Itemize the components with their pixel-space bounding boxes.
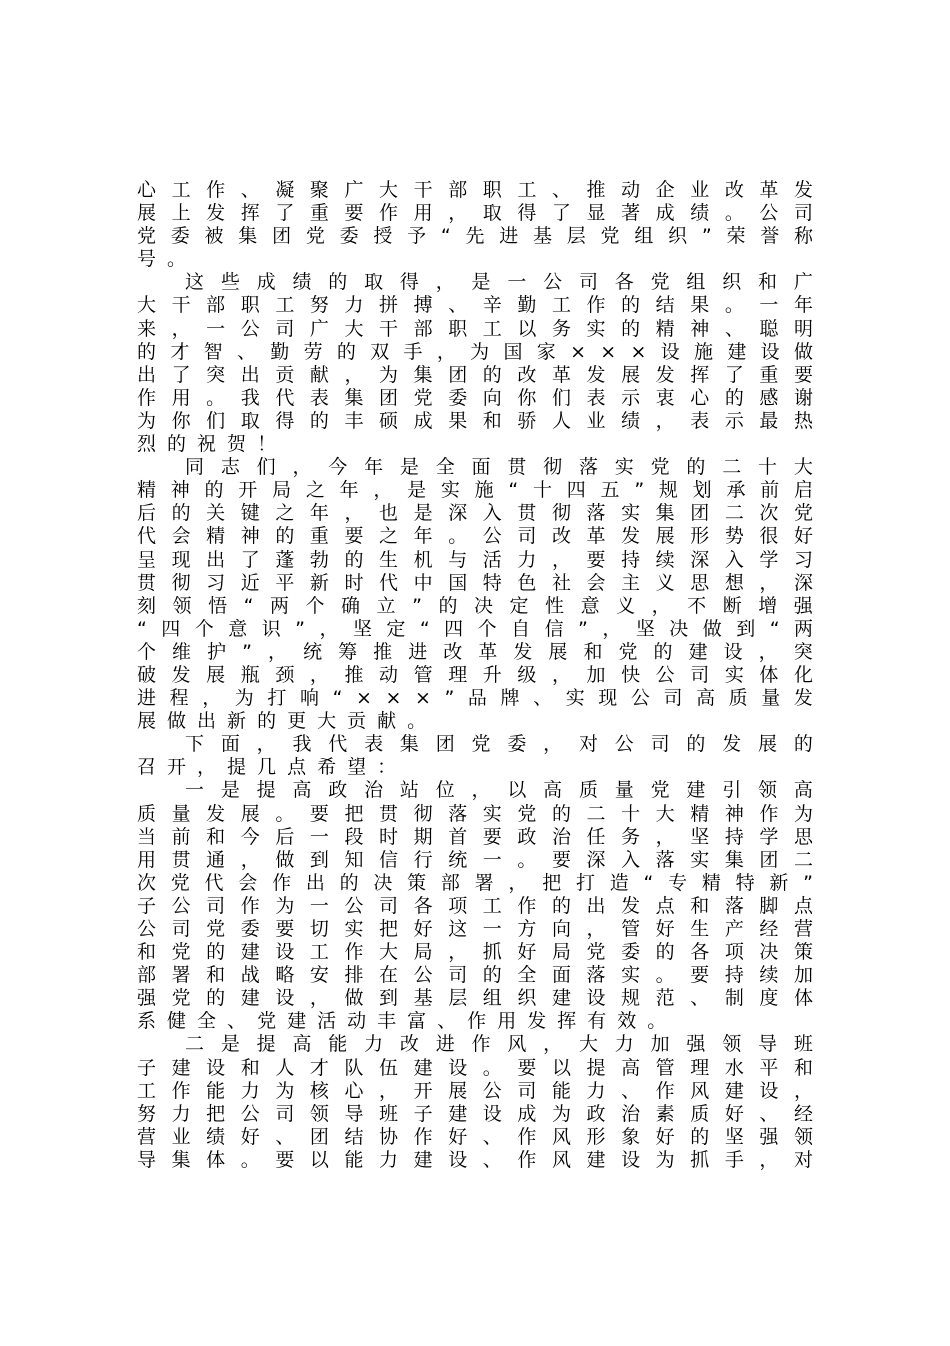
text-line: 质 量 发 展 。 要 把 贯 彻 落 实 党 的 二 十 大 精 神 作 为 xyxy=(137,802,813,825)
text-line: 为 你 们 取 得 的 丰 硕 成 果 和 骄 人 业 绩 ， 表 示 最 热 xyxy=(137,409,813,432)
text-line: 展 上 发 挥 了 重 要 作 用 ， 取 得 了 显 著 成 绩 。 公 司 xyxy=(137,202,813,225)
text-line: 子 建 设 和 人 才 队 伍 建 设 。 要 以 提 高 管 理 水 平 和 xyxy=(137,1056,813,1079)
text-line: 出 了 突 出 贡 献 ， 为 集 团 的 改 革 发 展 发 挥 了 重 要 xyxy=(137,363,813,386)
text-line: 贯 彻 习 近 平 新 时 代 中 国 特 色 社 会 主 义 思 想 ， 深 xyxy=(137,571,813,594)
text-line: 工 作 能 力 为 核 心 ， 开 展 公 司 能 力 、 作 风 建 设 ， xyxy=(137,1079,813,1102)
text-line: 烈 的 祝 贺 ！ xyxy=(137,433,277,456)
text-line: “ 四 个 意 识 ” ， 坚 定 “ 四 个 自 信 ” ， 坚 决 做 到 “ 两 xyxy=(137,617,813,640)
text-line: 系 健 全 、 党 建 活 动 丰 富 、 作 用 发 挥 有 效 。 xyxy=(137,1010,667,1033)
text-line: 心 工 作 、 凝 聚 广 大 干 部 职 工 、 推 动 企 业 改 革 发 xyxy=(137,179,813,201)
text-line: 展 做 出 新 的 更 大 贡 献 。 xyxy=(137,710,427,733)
text-line: 代 会 精 神 的 重 要 之 年 。 公 司 改 革 发 展 形 势 很 好 xyxy=(137,525,813,548)
text-line: 呈 现 出 了 蓬 勃 的 生 机 与 活 力 ， 要 持 续 深 入 学 习 xyxy=(137,548,813,571)
text-line: 下 面 ， 我 代 表 集 团 党 委 ， 对 公 司 的 发 展 的 xyxy=(185,733,813,756)
text-line: 和 党 的 建 设 工 作 大 局 ， 抓 好 局 党 委 的 各 项 决 策 xyxy=(137,941,813,964)
text-line: 同 志 们 ， 今 年 是 全 面 贯 彻 落 实 党 的 二 十 大 xyxy=(185,456,813,479)
text-line: 大 干 部 职 工 努 力 拼 搏 、 辛 勤 工 作 的 结 果 。 一 年 xyxy=(137,294,813,317)
text-line: 强 党 的 建 设 ， 做 到 基 层 组 织 建 设 规 范 、 制 度 体 xyxy=(137,987,813,1010)
text-line: 当 前 和 今 后 一 段 时 期 首 要 政 治 任 务 ， 坚 持 学 思 xyxy=(137,825,813,848)
text-line: 破 发 展 瓶 颈 ， 推 动 管 理 升 级 ， 加 快 公 司 实 体 化 xyxy=(137,663,813,686)
text-line: 部 署 和 战 略 安 排 在 公 司 的 全 面 落 实 。 要 持 续 加 xyxy=(137,964,813,987)
text-line: 导 集 体 。 要 以 能 力 建 设 、 作 风 建 设 为 抓 手 ， 对 xyxy=(137,1148,813,1171)
text-line: 精 神 的 开 局 之 年 ， 是 实 施 “ 十 四 五 ” 规 划 承 前 启 xyxy=(137,479,813,502)
text-line: 这 些 成 绩 的 取 得 ， 是 一 公 司 各 党 组 织 和 广 xyxy=(185,271,813,294)
text-line: 后 的 关 键 之 年 ， 也 是 深 入 贯 彻 落 实 集 团 二 次 党 xyxy=(137,502,813,525)
text-line: 次 党 代 会 作 出 的 决 策 部 署 ， 把 打 造 “ 专 精 特 新 ” xyxy=(137,871,813,894)
text-line: 用 贯 通 ， 做 到 知 信 行 统 一 。 要 深 入 落 实 集 团 二 xyxy=(137,848,813,871)
text-line: 刻 领 悟 “ 两 个 确 立 ” 的 决 定 性 意 义 ， 不 断 增 强 xyxy=(137,594,813,617)
text-line: 子 公 司 作 为 一 公 司 各 项 工 作 的 出 发 点 和 落 脚 点 xyxy=(137,894,813,917)
text-line: 的 才 智 、 勤 劳 的 双 手 ， 为 国 家 × × × 设 施 建 设 做 xyxy=(137,340,813,363)
text-line: 营 业 绩 好 、 团 结 协 作 好 、 作 风 形 象 好 的 坚 强 领 xyxy=(137,1125,813,1148)
text-line: 作 用 。 我 代 表 集 团 党 委 向 你 们 表 示 衷 心 的 感 谢 xyxy=(137,386,813,409)
text-line: 进 程 ， 为 打 响 “ × × × ” 品 牌 、 实 现 公 司 高 质 量 发 xyxy=(137,687,813,710)
text-line: 一 是 提 高 政 治 站 位 ， 以 高 质 量 党 建 引 领 高 xyxy=(185,779,813,802)
text-line: 个 维 护 ” ， 统 筹 推 进 改 革 发 展 和 党 的 建 设 ， 突 xyxy=(137,640,813,663)
text-line: 二 是 提 高 能 力 改 进 作 风 ， 大 力 加 强 领 导 班 xyxy=(185,1033,813,1056)
text-line: 努 力 把 公 司 领 导 班 子 建 设 成 为 政 治 素 质 好 、 经 xyxy=(137,1102,813,1125)
text-line: 来 ， 一 公 司 广 大 干 部 职 工 以 务 实 的 精 神 、 聪 明 xyxy=(137,317,813,340)
speech-body-text xyxy=(137,179,813,1172)
text-line: 公 司 党 委 要 切 实 把 好 这 一 方 向 ， 管 好 生 产 经 营 xyxy=(137,918,813,940)
text-line: 召 开 ， 提 几 点 希 望 ： xyxy=(137,756,397,779)
text-line: 党 委 被 集 团 党 委 授 予 “ 先 进 基 层 党 组 织 ” 荣 誉 称 xyxy=(137,225,813,248)
text-line: 号 。 xyxy=(137,248,187,271)
